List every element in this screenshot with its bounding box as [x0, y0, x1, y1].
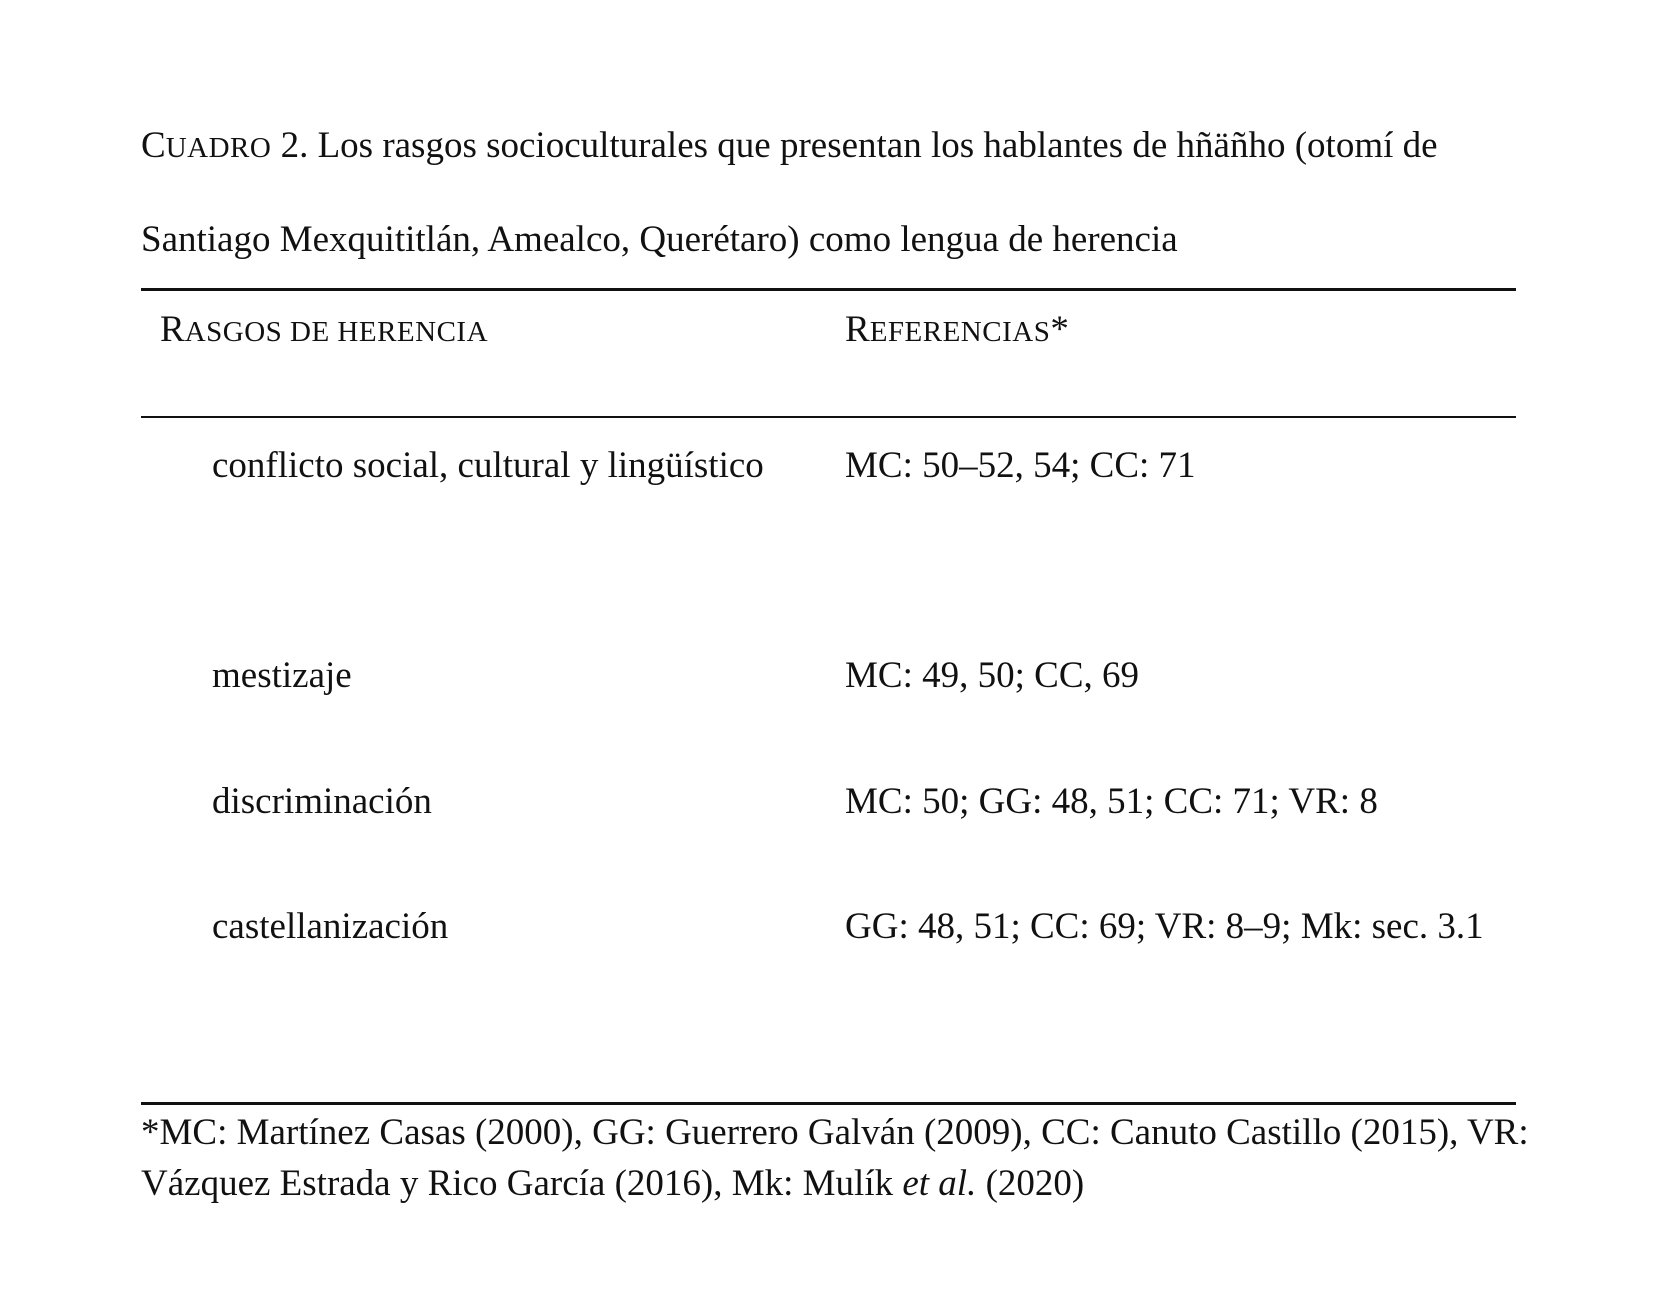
footnote-italic: et al. [902, 1163, 977, 1204]
footnote-year: (2020) [976, 1163, 1085, 1204]
table-bottom-rule [141, 1102, 1516, 1105]
row-2-rasgo: mestizaje [212, 655, 352, 696]
header-rasgos-rest: ASGOS DE HERENCIA [184, 316, 489, 348]
row-4-referencias: GG: 48, 51; CC: 69; VR: 8–9; Mk: sec. 3.1 [845, 906, 1484, 947]
header-referencias-initial: R [845, 309, 870, 350]
header-referencias-mark: * [1050, 309, 1069, 350]
row-2-referencias: MC: 49, 50; CC, 69 [845, 655, 1139, 696]
row-3-rasgo: discriminación [212, 781, 432, 822]
footnote-text: *MC: Martínez Casas (2000), GG: Guerrero Galván (2009), CC: Canuto Castillo (2015), VR: Vázquez Estrada y Rico García (2016), Mk: Mulík [141, 1112, 1529, 1204]
row-3-referencias: MC: 50; GG: 48, 51; CC: 71; VR: 8 [845, 781, 1378, 822]
table-top-rule [141, 288, 1516, 291]
caption-label-rest: UADRO [165, 132, 272, 164]
table-header-rule [141, 416, 1516, 418]
row-4-rasgo: castellanización [212, 906, 449, 947]
header-rasgos [160, 307, 488, 355]
header-referencias-rest: EFERENCIAS [869, 316, 1051, 348]
header-rasgos-initial: R [160, 309, 185, 350]
header-referencias [845, 307, 1069, 355]
caption-text: 2. Los rasgos socioculturales que presentan los hablantes de hñäñho (otomí de Santiago Mexquititlán, Amealco, Querétaro) como lengua de herencia [141, 125, 1438, 260]
table-footnote [141, 1107, 1661, 1209]
table-caption [141, 100, 1571, 286]
row-1-referencias: MC: 50–52, 54; CC: 71 [845, 445, 1196, 486]
caption-label-initial: C [141, 125, 166, 166]
row-1-rasgo: conflicto social, cultural y lingüístico [212, 445, 764, 486]
